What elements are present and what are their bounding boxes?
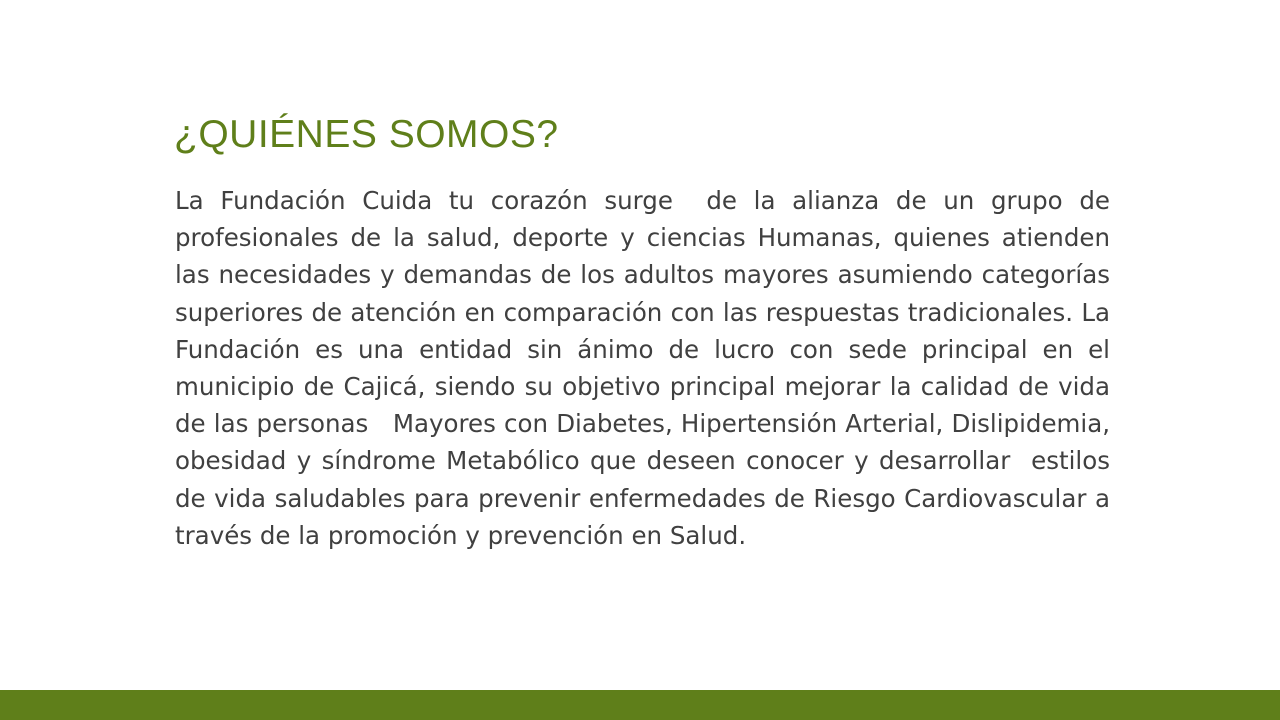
- slide-title: ¿QUIÉNES SOMOS?: [174, 113, 559, 156]
- slide-body-text: La Fundación Cuida tu corazón surge de la alianza de un grupo de profesionales de la salud, deporte y ciencias Humanas, quienes atienden las necesidades y demandas de los adultos mayores asumiendo categorías superiores de atención en comparación con las respuestas tradicionales. La Fundación es una entidad sin ánimo de lucro con sede principal en el municipio de Cajicá, siendo su objetivo principal mejorar la calidad de vida de las personas Mayores con Diabetes, Hipertensión Arterial, Dislipidemia, obesidad y síndrome Metabólico que deseen conocer y desarrollar estilos de vida saludables para prevenir enfermedades de Riesgo Cardiovascular a través de la promoción y prevención en Salud.: [175, 186, 1118, 550]
- footer-accent-bar: [0, 690, 1280, 720]
